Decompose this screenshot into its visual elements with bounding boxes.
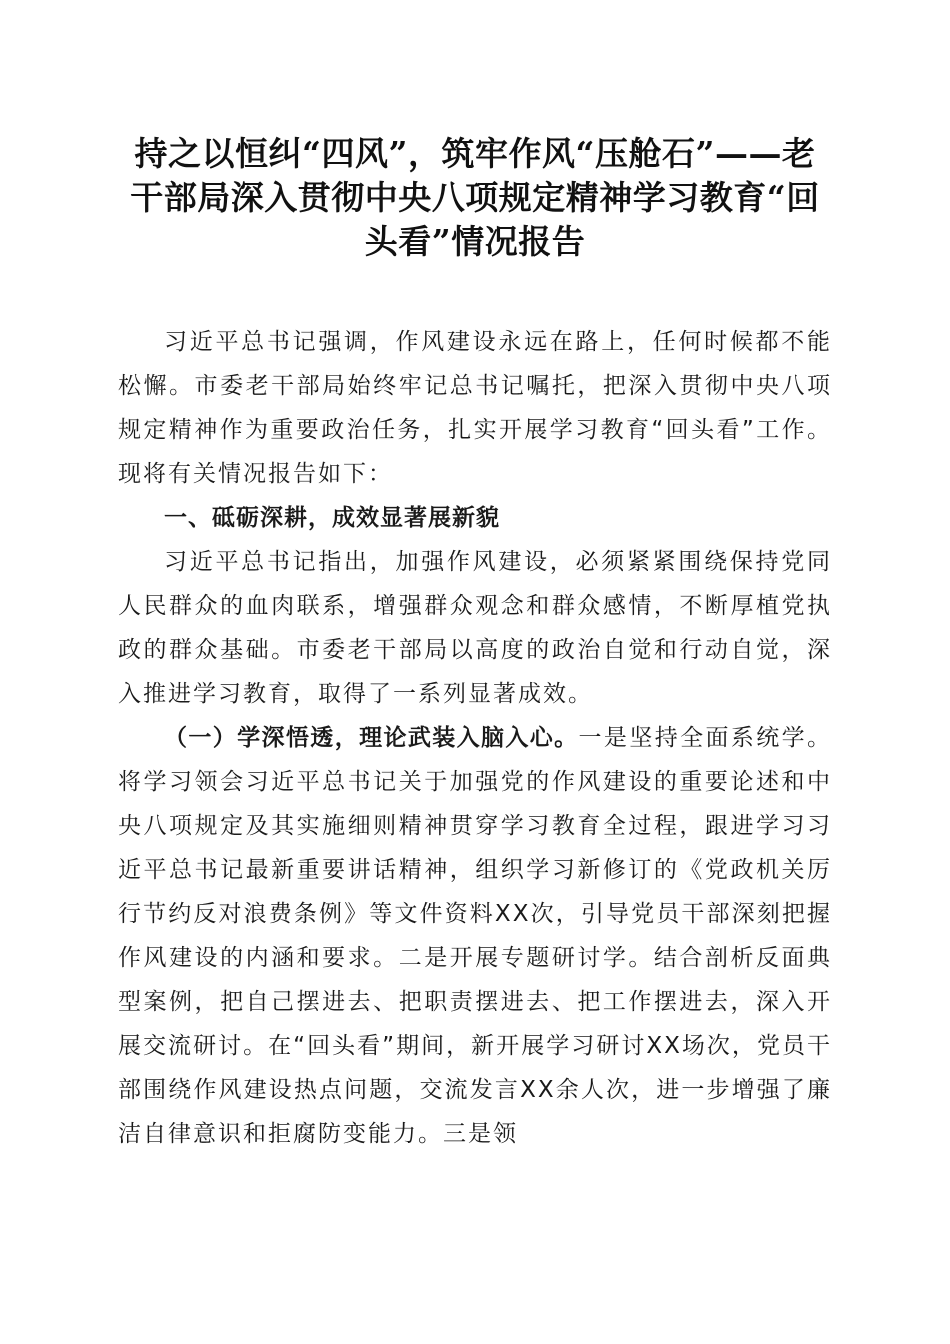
intro-paragraph: 习近平总书记强调，作风建设永远在路上，任何时候都不能松懈。市委老干部局始终牢记总书记嘱托，把深入贯彻中央八项规定精神作为重要政治任务，扎实开展学习教育“回头看”工作。现将有关情况报告如下： <box>118 329 832 487</box>
document-body <box>118 320 832 1156</box>
section-paragraph: 习近平总书记指出，加强作风建设，必须紧紧围绕保持党同人民群众的血肉联系，增强群众观念和群众感情，不断厚植党执政的群众基础。市委老干部局以高度的政治自觉和行动自觉，深入推进学习教育，取得了一系列显著成效。 <box>118 549 832 707</box>
subsection-paragraph <box>118 716 832 1156</box>
subsection-text: 一是坚持全面系统学。将学习领会习近平总书记关于加强党的作风建设的重要论述和中央八项规定及其实施细则精神贯穿学习教育全过程，跟进学习习近平总书记最新重要讲话精神，组织学习新修订的《党政机关厉行节约反对浪费条例》等文件资料XX次，引导党员干部深刻把握作风建设的内涵和要求。二是开展专题研讨学。结合剖析反面典型案例，把自己摆进去、把职责摆进去、把工作摆进去，深入开展交流研讨。在“回头看”期间，新开展学习研讨XX场次，党员干部围绕作风建设热点问题，交流发言XX余人次，进一步增强了廉洁自律意识和拒腐防变能力。三是领 <box>118 725 833 1147</box>
section-heading: 一、砥砺深耕，成效显著展新貌 <box>164 505 500 531</box>
subsection-lead: （一）学深悟透，理论武装入脑入心。 <box>164 725 579 751</box>
document-title: 持之以恒纠“四风”，筑牢作风“压舱石”——老干部局深入贯彻中央八项规定精神学习教育“回头看”情况报告 <box>130 134 820 261</box>
